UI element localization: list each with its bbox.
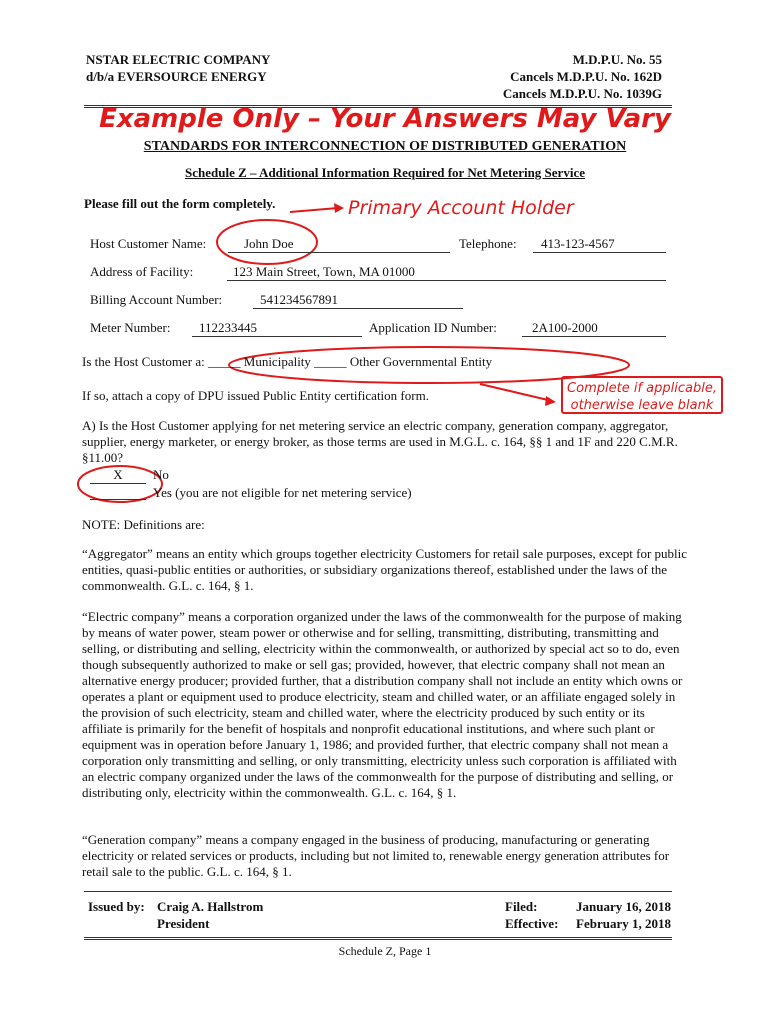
cancels-line-2: Cancels M.D.P.U. No. 1039G — [502, 86, 662, 101]
entity-attach-note: If so, attach a copy of DPU issued Public Entity certification form. — [82, 388, 429, 403]
filed-label: Filed: — [505, 899, 538, 914]
company-name: NSTAR ELECTRIC COMPANY — [86, 52, 271, 67]
document-title: STANDARDS FOR INTERCONNECTION OF DISTRIBUTED GENERATION — [143, 139, 627, 154]
yes-checkbox[interactable] — [90, 499, 146, 500]
definition-generation-company: “Generation company” means a company engaged in the business of producing, manufacturing or generating electricity or related services or products, including but not limited to, renewable energy generation attributes for retail sale to the public. G.L. c. 164, § 1. — [82, 832, 670, 879]
no-checkbox[interactable]: X — [90, 467, 146, 484]
billing-field[interactable]: 541234567891 — [253, 292, 463, 309]
address-label: Address of Facility: — [90, 264, 194, 279]
cancels-line-1: Cancels M.D.P.U. No. 162D — [510, 69, 662, 84]
telephone-field[interactable]: 413-123-4567 — [533, 236, 666, 253]
instruction-text: Please fill out the form completely. — [84, 196, 276, 211]
footer-top-rule — [84, 891, 672, 892]
entity-question: Is the Host Customer a: _____ Municipality _____ Other Governmental Entity — [82, 354, 493, 369]
telephone-label: Telephone: — [459, 236, 517, 251]
effective-label: Effective: — [505, 916, 559, 931]
company-dba: d/b/a EVERSOURCE ENERGY — [86, 69, 267, 84]
yes-label: Yes (you are not eligible for net metering service) — [153, 485, 412, 500]
host-customer-label: Host Customer Name: — [90, 236, 207, 251]
meter-label: Meter Number: — [90, 320, 171, 335]
page-number: Schedule Z, Page 1 — [338, 944, 432, 958]
schedule-subtitle: Schedule Z – Additional Information Required for Net Metering Service — [185, 165, 585, 180]
definitions-note: NOTE: Definitions are: — [82, 517, 205, 532]
billing-label: Billing Account Number: — [90, 292, 223, 307]
application-id-label: Application ID Number: — [369, 320, 497, 335]
example-banner: Example Only – Your Answers May Vary — [99, 104, 671, 134]
meter-field[interactable]: 112233445 — [192, 320, 362, 337]
complete-note-line-2: otherwise leave blank — [570, 398, 714, 413]
effective-date: February 1, 2018 — [576, 916, 671, 931]
definition-electric-company: “Electric company” means a corporation organized under the laws of the commonwealth for the purpose of making by means of water power, steam power or otherwise and for selling, transmitting, distributing, transmitting and selling, or distributing and selling, electricity within the commonwealth, or authorized by special act so to do, even though subsequently authorized to make or sell gas; provided, however, that electric company shall not mean an alternative energy producer; provided further, that a distribution company shall not include an entity which owns or operates a plant or equipment used to produce electricity, steam and chilled water, or an affiliate engaged solely in the provision of such electricity, steam and chilled water, where the electricity produced by such entity or its affiliate is primarily for the benefit of hospitals and nonprofit educational institutions, and where such plant or equipment was in operation before January 1, 1986; and provided further, that electric company shall not mean a corporation only transmitting and selling, or only transmitting, electricity unless such corporation is affiliated with an electric company organized under the laws of the commonwealth for the purpose of distributing and selling, or distributing only, electricity within the commonwealth. G.L. c. 164, § 1. — [82, 609, 683, 800]
issued-by-title: President — [157, 916, 210, 931]
complete-arrow-head — [545, 396, 556, 406]
complete-arrow-line — [480, 384, 548, 400]
question-a: A) Is the Host Customer applying for net metering service an electric company, generation company, aggregator, supplier, energy marketer, or energy broker, as those terms are used in M.G.L. c. 164, §§ 1 and 1F and 220 C.M.R. §11.00? — [82, 418, 678, 465]
primary-arrow-head — [334, 203, 344, 213]
tariff-number: M.D.P.U. No. 55 — [572, 52, 662, 67]
primary-holder-annotation: Primary Account Holder — [348, 197, 574, 219]
definition-aggregator: “Aggregator” means an entity which groups together electricity Customers for retail sale purposes, except for public entities, quasi-public entities or authorities, or subsidiary organizations thereof, established under the laws of the commonwealth. G.L. c. 164, § 1. — [82, 546, 688, 593]
host-customer-field[interactable]: John Doe — [228, 236, 450, 253]
footer-bottom-rule — [84, 937, 672, 940]
no-label: No — [153, 467, 169, 482]
application-id-field[interactable]: 2A100-2000 — [522, 320, 666, 337]
complete-note-line-1: Complete if applicable, — [567, 381, 717, 396]
issued-by-name: Craig A. Hallstrom — [157, 899, 264, 914]
primary-arrow-line — [290, 208, 338, 212]
address-field[interactable]: 123 Main Street, Town, MA 01000 — [227, 264, 666, 281]
issued-by-label: Issued by: — [88, 899, 145, 914]
filed-date: January 16, 2018 — [576, 899, 671, 914]
